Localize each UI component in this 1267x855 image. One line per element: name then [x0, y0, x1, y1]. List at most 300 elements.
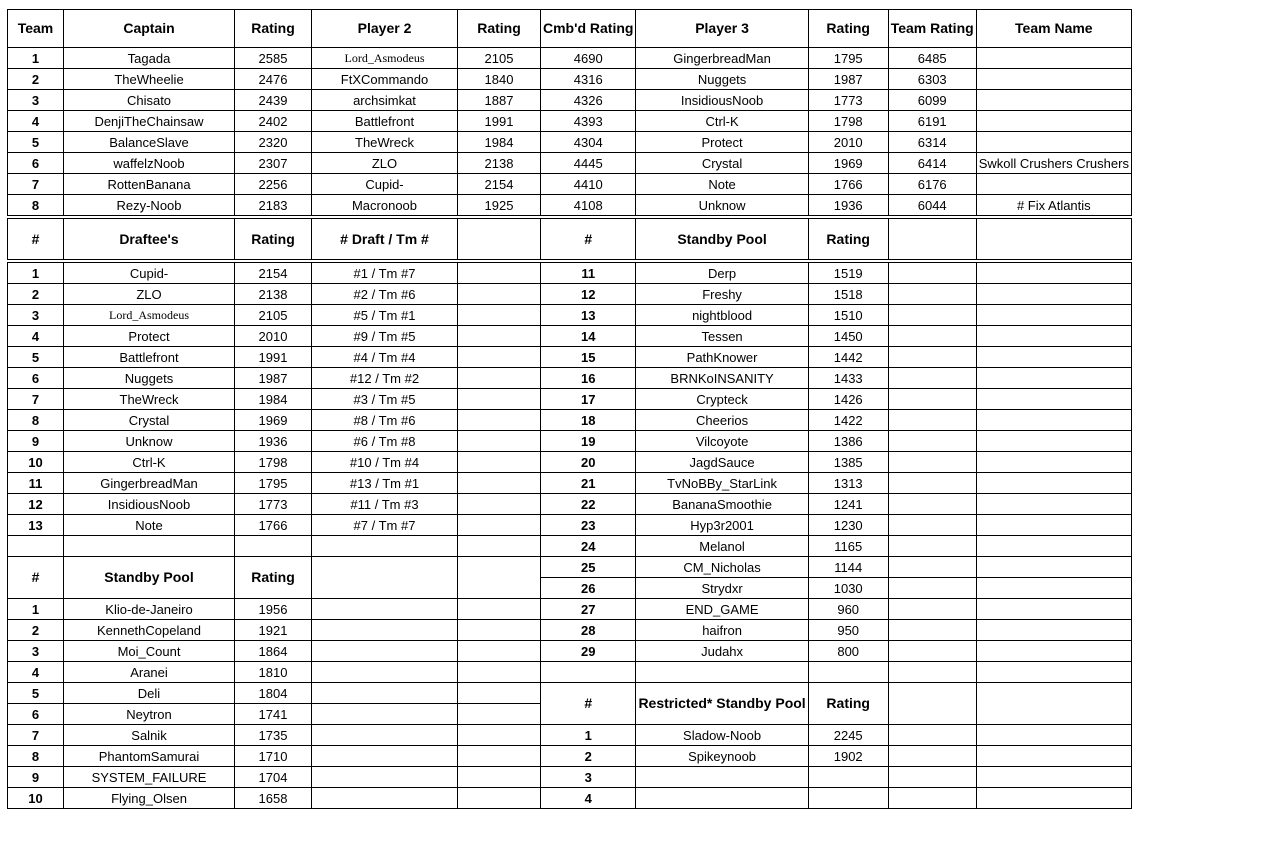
lower-row [8, 515, 1132, 536]
empty-cell [888, 578, 976, 599]
lower-row [8, 746, 1132, 767]
lower-row [8, 788, 1132, 809]
empty-cell [458, 599, 541, 620]
player3-name: Ctrl-K [636, 111, 808, 132]
pool-number: 5 [8, 683, 64, 704]
lower-row [8, 557, 1132, 578]
rating-value: 1735 [235, 725, 312, 746]
rating-value: 1313 [808, 473, 888, 494]
draft-pick: #8 / Tm #6 [312, 410, 458, 431]
empty-cell [312, 788, 458, 809]
rating-value: 1921 [235, 620, 312, 641]
player-name: CM_Nicholas [636, 557, 808, 578]
lower-row [8, 452, 1132, 473]
draft-number: 1 [8, 261, 64, 284]
draftee-name: Unknow [64, 431, 235, 452]
player-name: haifron [636, 620, 808, 641]
lower-row [8, 305, 1132, 326]
pool-number: 16 [541, 368, 636, 389]
empty-cell [312, 620, 458, 641]
pool-number: 4 [541, 788, 636, 809]
empty-cell [976, 452, 1131, 473]
column-header: Standby Pool [64, 557, 235, 599]
column-header: Player 3 [636, 10, 808, 48]
player-name [636, 788, 808, 809]
draft-number: 4 [8, 326, 64, 347]
rating-value: 1386 [808, 431, 888, 452]
rating-value: 2439 [235, 90, 312, 111]
player-name: PathKnower [636, 347, 808, 368]
player-name: Salnik [64, 725, 235, 746]
draftee-name: Lord_Asmodeus [64, 305, 235, 326]
draftee-name: Ctrl-K [64, 452, 235, 473]
empty-cell [888, 284, 976, 305]
draft-pick: #12 / Tm #2 [312, 368, 458, 389]
draft-number: 7 [8, 389, 64, 410]
player2-name: TheWreck [312, 132, 458, 153]
pool-number: 1 [541, 725, 636, 746]
empty-cell [312, 725, 458, 746]
empty-cell [312, 662, 458, 683]
empty-cell [312, 641, 458, 662]
empty-cell [458, 431, 541, 452]
player-name: KennethCopeland [64, 620, 235, 641]
team-row [8, 153, 1132, 174]
empty-cell [458, 725, 541, 746]
player-name: Tessen [636, 326, 808, 347]
rating-value: 2010 [235, 326, 312, 347]
rating-value: 1704 [235, 767, 312, 788]
player-name: Deli [64, 683, 235, 704]
player-name: Spikeynoob [636, 746, 808, 767]
combined-rating: 4690 [541, 48, 636, 69]
player3-name: Note [636, 174, 808, 195]
lower-row [8, 536, 1132, 557]
rating-value: 2154 [458, 174, 541, 195]
empty-cell [976, 305, 1131, 326]
player-name: Melanol [636, 536, 808, 557]
empty-cell [888, 536, 976, 557]
combined-rating: 4326 [541, 90, 636, 111]
lower-row [8, 368, 1132, 389]
rating-value: 1773 [235, 494, 312, 515]
pool-number: 27 [541, 599, 636, 620]
column-header: Cmb'd Rating [541, 10, 636, 48]
rating-value: 1450 [808, 326, 888, 347]
empty-cell [458, 261, 541, 284]
column-header: # [541, 217, 636, 261]
empty-cell [458, 704, 541, 725]
empty-cell [976, 473, 1131, 494]
empty-cell [888, 515, 976, 536]
rating-value: 2320 [235, 132, 312, 153]
empty-cell [458, 557, 541, 599]
rating-value: 1030 [808, 578, 888, 599]
player2-name: Battlefront [312, 111, 458, 132]
empty-cell [458, 620, 541, 641]
empty-cell [235, 536, 312, 557]
draftee-name: Crystal [64, 410, 235, 431]
rating-value: 1936 [235, 431, 312, 452]
empty-cell [976, 662, 1131, 683]
team-number: 5 [8, 132, 64, 153]
combined-rating: 4316 [541, 69, 636, 90]
rating-value: 2154 [235, 261, 312, 284]
team-rating: 6099 [888, 90, 976, 111]
combined-rating: 4410 [541, 174, 636, 195]
draft-number: 11 [8, 473, 64, 494]
player3-name: Crystal [636, 153, 808, 174]
teams-header-row [8, 10, 1132, 48]
lower-row [8, 494, 1132, 515]
lower-row [8, 261, 1132, 284]
empty-cell [458, 217, 541, 261]
draft-pick: #5 / Tm #1 [312, 305, 458, 326]
empty-cell [888, 305, 976, 326]
draft-number: 5 [8, 347, 64, 368]
empty-cell [458, 767, 541, 788]
rating-value: 1987 [808, 69, 888, 90]
player-name: TvNoBBy_StarLink [636, 473, 808, 494]
empty-cell [458, 683, 541, 704]
rating-value: 800 [808, 641, 888, 662]
team-rating: 6191 [888, 111, 976, 132]
player2-name: Macronoob [312, 195, 458, 218]
pool-number: 22 [541, 494, 636, 515]
draftee-name: ZLO [64, 284, 235, 305]
captain-name: RottenBanana [64, 174, 235, 195]
empty-cell [976, 261, 1131, 284]
draft-pick: #2 / Tm #6 [312, 284, 458, 305]
draft-number: 12 [8, 494, 64, 515]
player-name: Klio-de-Janeiro [64, 599, 235, 620]
rating-value: 1984 [235, 389, 312, 410]
lower-row [8, 725, 1132, 746]
pool-number: 26 [541, 578, 636, 599]
empty-cell [458, 326, 541, 347]
rating-value: 1984 [458, 132, 541, 153]
draftee-name: TheWreck [64, 389, 235, 410]
empty-cell [312, 536, 458, 557]
lower-row [8, 767, 1132, 788]
player-name: SYSTEM_FAILURE [64, 767, 235, 788]
pool-number: 28 [541, 620, 636, 641]
empty-cell [888, 473, 976, 494]
empty-cell [976, 431, 1131, 452]
rating-value: 1426 [808, 389, 888, 410]
empty-cell [888, 746, 976, 767]
pool-number: 19 [541, 431, 636, 452]
draft-number: 3 [8, 305, 64, 326]
player2-name: Lord_Asmodeus [312, 48, 458, 69]
player-name: Crypteck [636, 389, 808, 410]
team-number: 4 [8, 111, 64, 132]
team-number: 2 [8, 69, 64, 90]
rating-value: 2138 [458, 153, 541, 174]
empty-cell [8, 536, 64, 557]
team-name [976, 174, 1131, 195]
empty-cell [636, 662, 808, 683]
rating-value: 1795 [808, 48, 888, 69]
empty-cell [888, 788, 976, 809]
column-header: # [541, 683, 636, 725]
empty-cell [888, 347, 976, 368]
empty-cell [976, 494, 1131, 515]
empty-cell [888, 725, 976, 746]
rating-value: 2105 [235, 305, 312, 326]
rating-value: 2138 [235, 284, 312, 305]
empty-cell [312, 746, 458, 767]
empty-cell [888, 767, 976, 788]
pool-number: 14 [541, 326, 636, 347]
player2-name: ZLO [312, 153, 458, 174]
empty-cell [458, 662, 541, 683]
rating-value: 1519 [808, 261, 888, 284]
rating-value: 950 [808, 620, 888, 641]
empty-cell [976, 347, 1131, 368]
team-name: Swkoll Crushers Crushers [976, 153, 1131, 174]
empty-cell [458, 641, 541, 662]
pool-number: 4 [8, 662, 64, 683]
player-name: BRNKoINSANITY [636, 368, 808, 389]
empty-cell [458, 368, 541, 389]
empty-cell [541, 662, 636, 683]
combined-rating: 4393 [541, 111, 636, 132]
team-name [976, 48, 1131, 69]
rating-value: 1442 [808, 347, 888, 368]
draftee-name: GingerbreadMan [64, 473, 235, 494]
rating-value: 2307 [235, 153, 312, 174]
empty-cell [888, 452, 976, 473]
empty-cell [458, 473, 541, 494]
empty-cell [888, 683, 976, 725]
team-row [8, 132, 1132, 153]
team-name [976, 90, 1131, 111]
player-name: Sladow-Noob [636, 725, 808, 746]
empty-cell [888, 326, 976, 347]
rating-value: 1385 [808, 452, 888, 473]
player2-name: FtXCommando [312, 69, 458, 90]
pool-number: 7 [8, 725, 64, 746]
empty-cell [312, 683, 458, 704]
rating-value: 1241 [808, 494, 888, 515]
empty-cell [888, 620, 976, 641]
rating-value: 1991 [458, 111, 541, 132]
pool-number: 21 [541, 473, 636, 494]
player3-name: InsidiousNoob [636, 90, 808, 111]
empty-cell [458, 347, 541, 368]
draft-number: 10 [8, 452, 64, 473]
column-header: Team Rating [888, 10, 976, 48]
column-header: Rating [458, 10, 541, 48]
rating-value: 1810 [235, 662, 312, 683]
column-header: Standby Pool [636, 217, 808, 261]
rating-value: 1510 [808, 305, 888, 326]
lower-row [8, 410, 1132, 431]
draftee-name: InsidiousNoob [64, 494, 235, 515]
rating-value: 1144 [808, 557, 888, 578]
empty-cell [458, 305, 541, 326]
player-name: Flying_Olsen [64, 788, 235, 809]
rating-value: 1887 [458, 90, 541, 111]
player-name: nightblood [636, 305, 808, 326]
empty-cell [458, 389, 541, 410]
captain-name: Tagada [64, 48, 235, 69]
lower-row [8, 599, 1132, 620]
team-rating: 6314 [888, 132, 976, 153]
rating-value: 2476 [235, 69, 312, 90]
rating-value: 1710 [235, 746, 312, 767]
pool-number: 2 [8, 620, 64, 641]
rating-value: 2585 [235, 48, 312, 69]
rating-value: 1795 [235, 473, 312, 494]
player-name: Vilcoyote [636, 431, 808, 452]
empty-cell [458, 452, 541, 473]
empty-cell [888, 217, 976, 261]
empty-cell [312, 557, 458, 599]
team-row [8, 69, 1132, 90]
empty-cell [888, 261, 976, 284]
combined-rating: 4108 [541, 195, 636, 218]
rating-value: 1766 [235, 515, 312, 536]
empty-cell [976, 326, 1131, 347]
lower-row [8, 662, 1132, 683]
empty-cell [888, 599, 976, 620]
team-row [8, 195, 1132, 218]
empty-cell [976, 410, 1131, 431]
rating-value: 1798 [235, 452, 312, 473]
draft-pick: #13 / Tm #1 [312, 473, 458, 494]
empty-cell [976, 683, 1131, 725]
player3-name: Protect [636, 132, 808, 153]
empty-cell [976, 599, 1131, 620]
rating-value: 2245 [808, 725, 888, 746]
empty-cell [976, 746, 1131, 767]
pool-number: 3 [541, 767, 636, 788]
empty-cell [458, 284, 541, 305]
draftee-name: Note [64, 515, 235, 536]
player-name: Moi_Count [64, 641, 235, 662]
pool-number: 17 [541, 389, 636, 410]
draftee-name: Battlefront [64, 347, 235, 368]
draft-pick: #7 / Tm #7 [312, 515, 458, 536]
pool-number: 24 [541, 536, 636, 557]
player2-name: archsimkat [312, 90, 458, 111]
player-name: Freshy [636, 284, 808, 305]
empty-cell [888, 389, 976, 410]
player-name: Judahx [636, 641, 808, 662]
draft-number: 8 [8, 410, 64, 431]
draft-pick: #1 / Tm #7 [312, 261, 458, 284]
rating-value: 2010 [808, 132, 888, 153]
empty-cell [976, 788, 1131, 809]
rating-value: 1804 [235, 683, 312, 704]
draft-number: 13 [8, 515, 64, 536]
team-name: # Fix Atlantis [976, 195, 1131, 218]
combined-rating: 4304 [541, 132, 636, 153]
team-name [976, 69, 1131, 90]
captain-name: TheWheelie [64, 69, 235, 90]
column-header: Restricted* Standby Pool [636, 683, 808, 725]
draft-pick: #10 / Tm #4 [312, 452, 458, 473]
rating-value: 960 [808, 599, 888, 620]
draft-pick: #11 / Tm #3 [312, 494, 458, 515]
empty-cell [458, 410, 541, 431]
draft-number: 6 [8, 368, 64, 389]
column-header: # Draft / Tm # [312, 217, 458, 261]
player-name: Aranei [64, 662, 235, 683]
rating-value: 1969 [235, 410, 312, 431]
draft-number: 9 [8, 431, 64, 452]
rating-value: 1766 [808, 174, 888, 195]
empty-cell [976, 368, 1131, 389]
rating-value: 1936 [808, 195, 888, 218]
pool-number: 11 [541, 261, 636, 284]
empty-cell [976, 767, 1131, 788]
team-row [8, 111, 1132, 132]
empty-cell [458, 788, 541, 809]
player-name: END_GAME [636, 599, 808, 620]
rating-value: 1840 [458, 69, 541, 90]
empty-cell [888, 368, 976, 389]
column-header: Rating [808, 217, 888, 261]
empty-cell [312, 704, 458, 725]
player2-name: Cupid- [312, 174, 458, 195]
player-name [636, 767, 808, 788]
empty-cell [64, 536, 235, 557]
empty-cell [458, 494, 541, 515]
empty-cell [976, 536, 1131, 557]
player-name: Hyp3r2001 [636, 515, 808, 536]
team-rating: 6485 [888, 48, 976, 69]
empty-cell [976, 641, 1131, 662]
pool-number: 8 [8, 746, 64, 767]
team-number: 8 [8, 195, 64, 218]
empty-cell [458, 536, 541, 557]
rating-value: 1987 [235, 368, 312, 389]
draft-number: 2 [8, 284, 64, 305]
team-number: 7 [8, 174, 64, 195]
empty-cell [888, 431, 976, 452]
lower-row [8, 389, 1132, 410]
player-name: Cheerios [636, 410, 808, 431]
lower-row [8, 641, 1132, 662]
lower-row [8, 326, 1132, 347]
empty-cell [888, 557, 976, 578]
captain-name: waffelzNoob [64, 153, 235, 174]
team-row [8, 48, 1132, 69]
empty-cell [888, 662, 976, 683]
empty-cell [312, 599, 458, 620]
rating-value: 1230 [808, 515, 888, 536]
lower-row [8, 473, 1132, 494]
player-name: PhantomSamurai [64, 746, 235, 767]
empty-cell [458, 515, 541, 536]
column-header: Rating [808, 683, 888, 725]
captain-name: Rezy-Noob [64, 195, 235, 218]
rating-value: 1773 [808, 90, 888, 111]
pool-number: 1 [8, 599, 64, 620]
player-name: Derp [636, 261, 808, 284]
rating-value: 1925 [458, 195, 541, 218]
rating-value: 1658 [235, 788, 312, 809]
rating-value [808, 788, 888, 809]
pool-number: 13 [541, 305, 636, 326]
pool-number: 29 [541, 641, 636, 662]
pool-number: 10 [8, 788, 64, 809]
pool-number: 6 [8, 704, 64, 725]
column-header: Rating [235, 217, 312, 261]
